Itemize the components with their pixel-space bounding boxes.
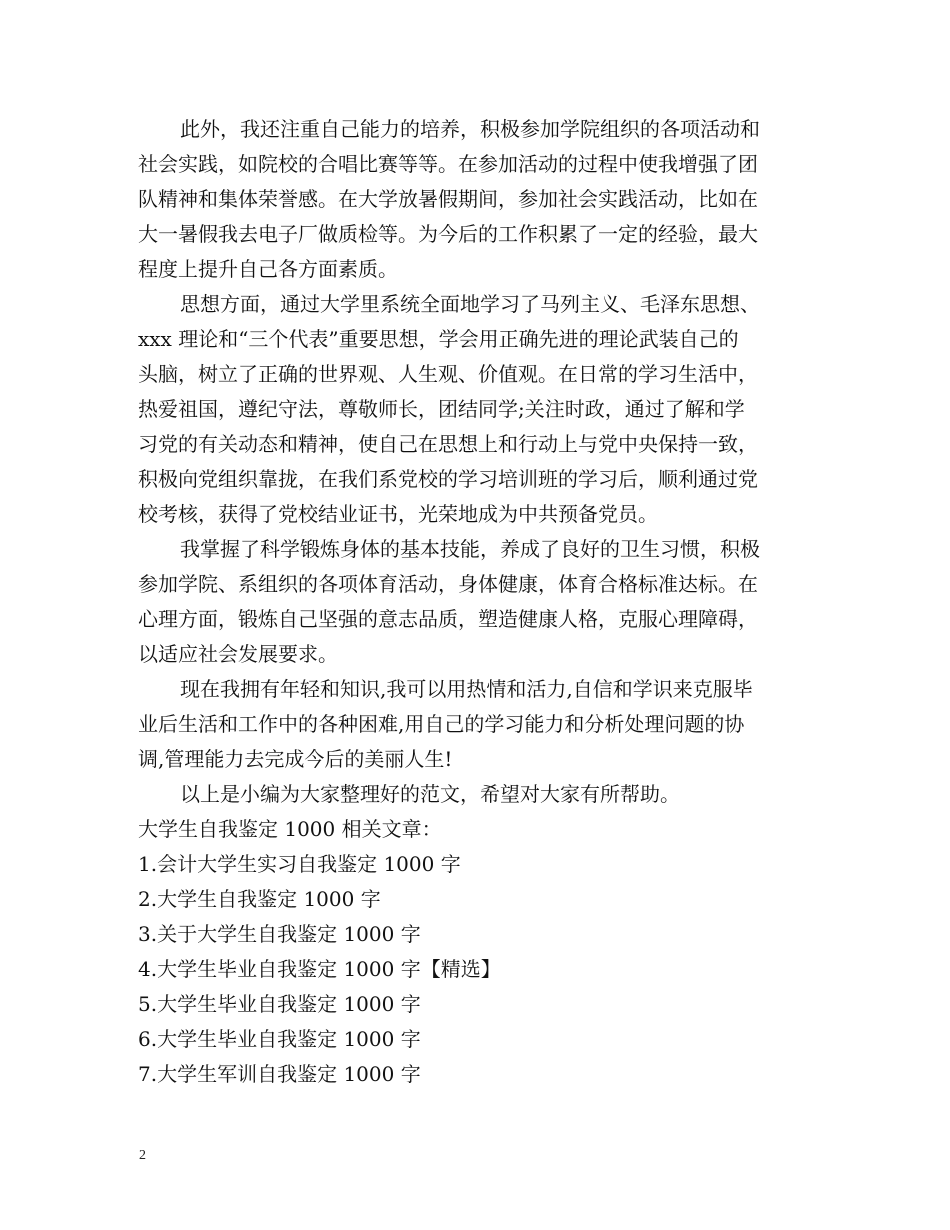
paragraph-line: 以适应社会发展要求。 [138, 642, 338, 666]
paragraph-closing [138, 777, 828, 812]
page-number: 2 [139, 1148, 146, 1163]
related-article-link[interactable]: 3.关于大学生自我鉴定 1000 字 [138, 922, 421, 946]
paragraph-line: 头脑，树立了正确的世界观、人生观、价值观。在日常的学习生活中， [138, 362, 758, 386]
paragraph-line: 调,管理能力去完成今后的美丽人生! [138, 747, 453, 771]
related-article-link[interactable]: 2.大学生自我鉴定 1000 字 [138, 887, 381, 911]
paragraph-line: 心理方面，锻炼自己坚强的意志品质，塑造健康人格，克服心理障碍， [138, 607, 758, 631]
paragraph-line: 积极向党组织靠拢，在我们系党校的学习培训班的学习后，顺利通过党 [138, 467, 758, 491]
related-articles-list [138, 847, 828, 1092]
related-article-link[interactable]: 6.大学生毕业自我鉴定 1000 字 [138, 1027, 421, 1051]
paragraph-activities [138, 112, 828, 287]
paragraph-health [138, 532, 828, 672]
paragraph-line: 业后生活和工作中的各种困难,用自己的学习能力和分析处理问题的协 [138, 712, 745, 736]
related-article-link[interactable]: 1.会计大学生实习自我鉴定 1000 字 [138, 852, 461, 876]
paragraph-ideology [138, 287, 828, 532]
paragraph-line: 我掌握了科学锻炼身体的基本技能，养成了良好的卫生习惯，积极 [180, 537, 760, 561]
paragraph-line: 校考核，获得了党校结业证书，光荣地成为中共预备党员。 [138, 502, 658, 526]
paragraph-line: 大一暑假我去电子厂做质检等。为今后的工作积累了一定的经验，最大 [138, 222, 758, 246]
paragraph-line: 程度上提升自己各方面素质。 [138, 257, 398, 281]
paragraph-line: 习党的有关动态和精神，使自己在思想上和行动上与党中央保持一致， [138, 432, 758, 456]
paragraph-line: 思想方面，通过大学里系统全面地学习了马列主义、毛泽东思想、 [180, 292, 760, 316]
document-body [138, 112, 828, 1092]
paragraph-line: 参加学院、系组织的各项体育活动，身体健康，体育合格标准达标。在 [138, 572, 758, 596]
paragraph-line: 队精神和集体荣誉感。在大学放暑假期间，参加社会实践活动，比如在 [138, 187, 758, 211]
paragraph-line: 热爱祖国，遵纪守法，尊敬师长，团结同学;关注时政，通过了解和学 [138, 397, 745, 421]
related-article-link[interactable]: 5.大学生毕业自我鉴定 1000 字 [138, 992, 421, 1016]
paragraph-line: 以上是小编为大家整理好的范文，希望对大家有所帮助。 [180, 782, 680, 806]
paragraph-line: 现在我拥有年轻和知识,我可以用热情和活力,自信和学识来克服毕 [180, 677, 753, 701]
paragraph-line: xxx 理论和“三个代表”重要思想，学会用正确先进的理论武装自己的 [138, 327, 739, 351]
paragraph-line: 社会实践，如院校的合唱比赛等等。在参加活动的过程中使我增强了团 [138, 152, 758, 176]
related-article-link[interactable]: 4.大学生毕业自我鉴定 1000 字【精选】 [138, 957, 501, 981]
paragraph-future [138, 672, 828, 777]
related-articles-heading: 大学生自我鉴定 1000 相关文章： [138, 817, 442, 841]
paragraph-line: 此外，我还注重自己能力的培养，积极参加学院组织的各项活动和 [180, 117, 760, 141]
related-article-link[interactable]: 7.大学生军训自我鉴定 1000 字 [138, 1062, 421, 1086]
